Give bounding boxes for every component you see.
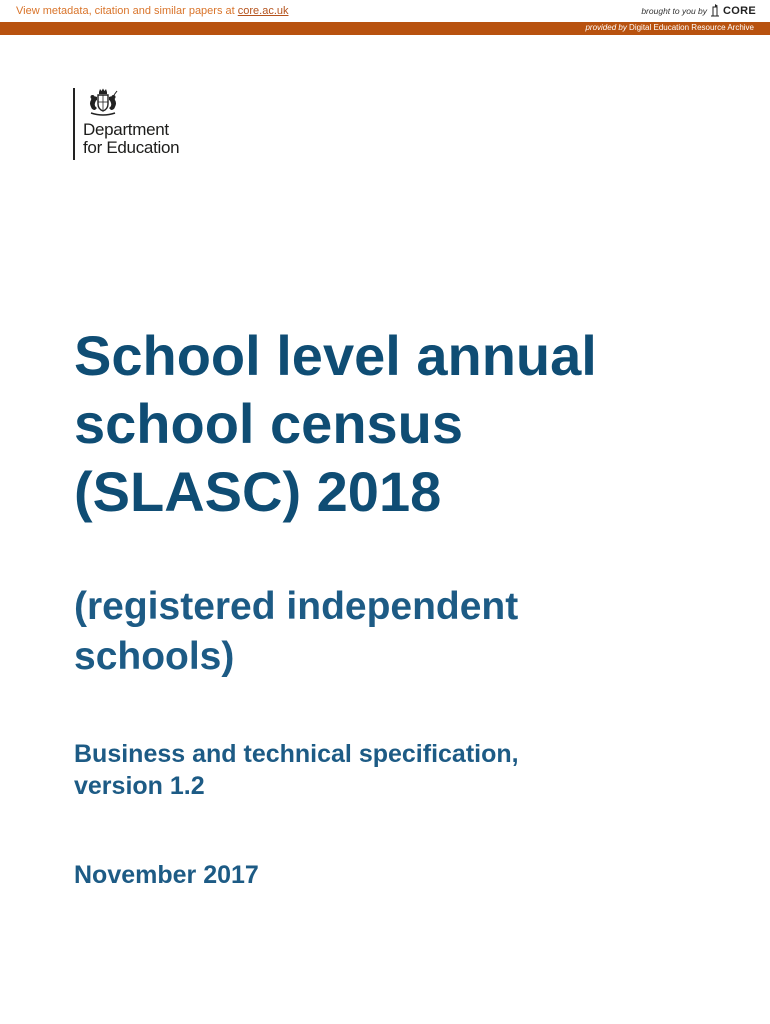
- core-logo-text: CORE: [723, 4, 756, 17]
- title-line-1: School level annual: [74, 324, 597, 387]
- core-metadata-text: [16, 5, 289, 17]
- spec-line-2: version 1.2: [74, 772, 205, 800]
- specification-heading: [74, 738, 714, 802]
- spec-line-1: Business and technical specification,: [74, 740, 519, 768]
- publication-date: November 2017: [74, 861, 259, 889]
- core-brought-to-you[interactable]: [641, 4, 756, 17]
- department-line-1: Department: [83, 120, 169, 139]
- core-logo-icon: [710, 4, 720, 17]
- logo-divider: [73, 88, 75, 160]
- logo-body: [83, 88, 179, 160]
- core-ac-uk-link[interactable]: core.ac.uk: [237, 5, 289, 17]
- provided-by-label: provided by: [585, 23, 627, 32]
- document-subtitle: [74, 582, 714, 682]
- title-line-3: (SLASC) 2018: [74, 460, 442, 523]
- core-top-banner: [0, 0, 770, 22]
- department-line-2: for Education: [83, 138, 180, 157]
- dfe-logo: [73, 88, 179, 160]
- provided-by-source: Digital Education Resource Archive: [629, 23, 754, 32]
- core-provided-band: [0, 22, 770, 35]
- department-name: [83, 121, 179, 157]
- royal-coat-of-arms-icon: [83, 88, 123, 118]
- document-title: [74, 322, 714, 526]
- subtitle-line-1: (registered independent: [74, 585, 519, 628]
- subtitle-line-2: schools): [74, 635, 235, 678]
- title-line-2: school census: [74, 392, 464, 455]
- brought-to-you-label: brought to you by: [641, 5, 708, 16]
- provided-by-text[interactable]: [585, 23, 754, 32]
- core-metadata-label: View metadata, citation and similar papers at: [16, 5, 238, 17]
